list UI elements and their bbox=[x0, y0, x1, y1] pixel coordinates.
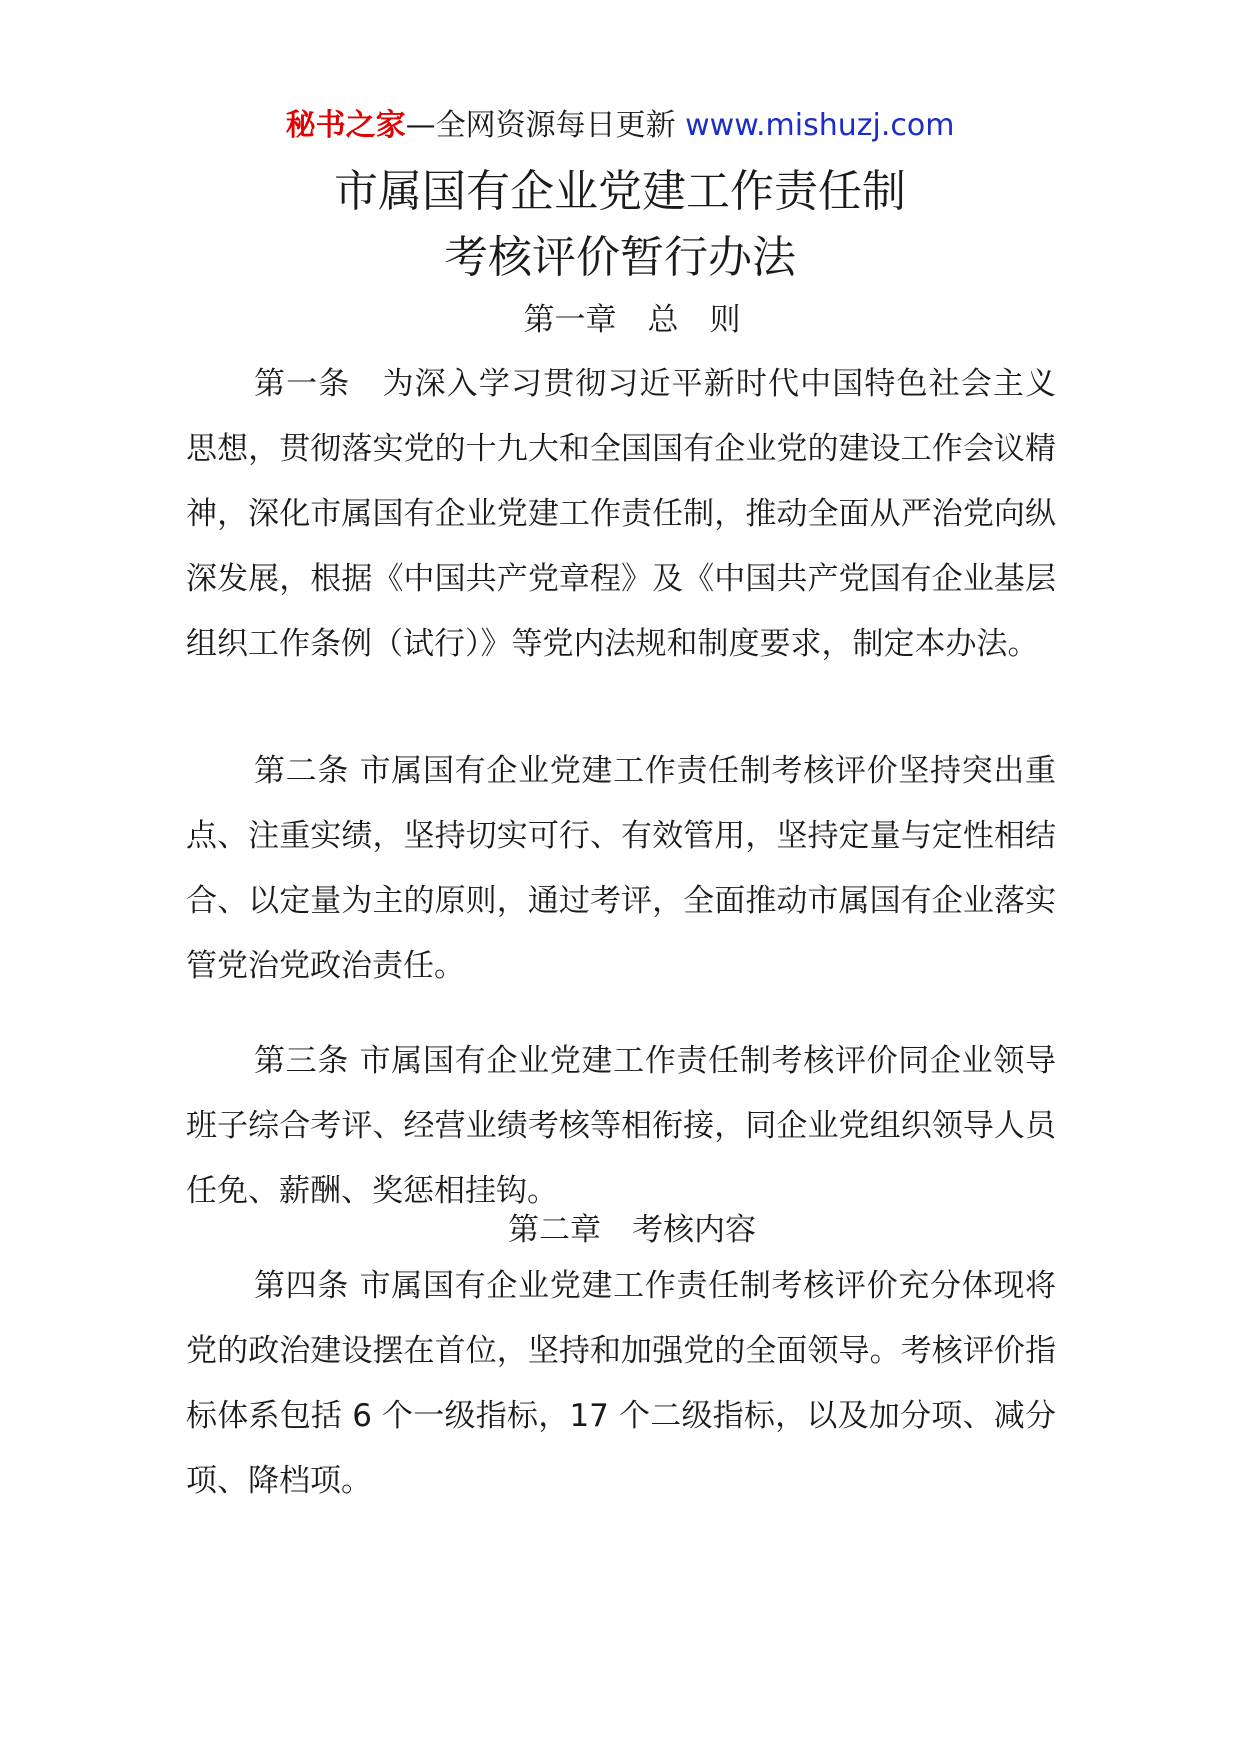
site-url-link[interactable]: www.mishuzj.com bbox=[685, 108, 955, 143]
article-text: 市属国有企业党建工作责任制考核评价充分体现将党的政治建设摆在首位，坚持和加强党的全面领导。考核评价指标体系包括 6 个一级指标，17 个二级指标，以及加分项、减分项、降档项。 bbox=[186, 1268, 1057, 1499]
site-header bbox=[0, 104, 1240, 148]
article-paragraph bbox=[186, 1029, 1056, 1224]
site-brand: 秘书之家 bbox=[285, 108, 406, 143]
article-paragraph bbox=[186, 739, 1056, 999]
document-title-line-1: 市属国有企业党建工作责任制 bbox=[334, 166, 906, 217]
article-text: 市属国有企业党建工作责任制考核评价坚持突出重点、注重实绩，坚持切实可行、有效管用，坚持定量与定性相结合、以定量为主的原则，通过考评，全面推动市属国有企业落实管党治党政治责任。 bbox=[186, 753, 1057, 984]
article-number: 第四条 bbox=[254, 1268, 360, 1304]
document-title-line-2: 考核评价暂行办法 bbox=[444, 232, 796, 283]
article-text: 市属国有企业党建工作责任制考核评价同企业领导班子综合考评、经营业绩考核等相衔接，同企业党组织领导人员任免、薪酬、奖惩相挂钩。 bbox=[186, 1043, 1057, 1209]
article-paragraph bbox=[186, 1254, 1056, 1514]
article-number: 第一条 bbox=[254, 366, 383, 402]
article-text: 为深入学习贯彻习近平新时代中国特色社会主义思想，贯彻落实党的十九大和全国国有企业党的建设工作会议精神，深化市属国有企业党建工作责任制，推动全面从严治党向纵深发展，根据《中国共产党章程》及《中国共产党国有企业基层组织工作条例（试行）》等党内法规和制度要求，制定本办法。 bbox=[186, 366, 1056, 662]
chapter-heading-1: 第一章 总 则 bbox=[523, 302, 741, 338]
chapter-heading-2: 第二章 考核内容 bbox=[508, 1212, 756, 1248]
site-tagline: —全网资源每日更新 bbox=[405, 108, 686, 143]
article-paragraph bbox=[186, 352, 1056, 677]
article-number: 第三条 bbox=[254, 1043, 360, 1079]
article-number: 第二条 bbox=[254, 753, 360, 789]
